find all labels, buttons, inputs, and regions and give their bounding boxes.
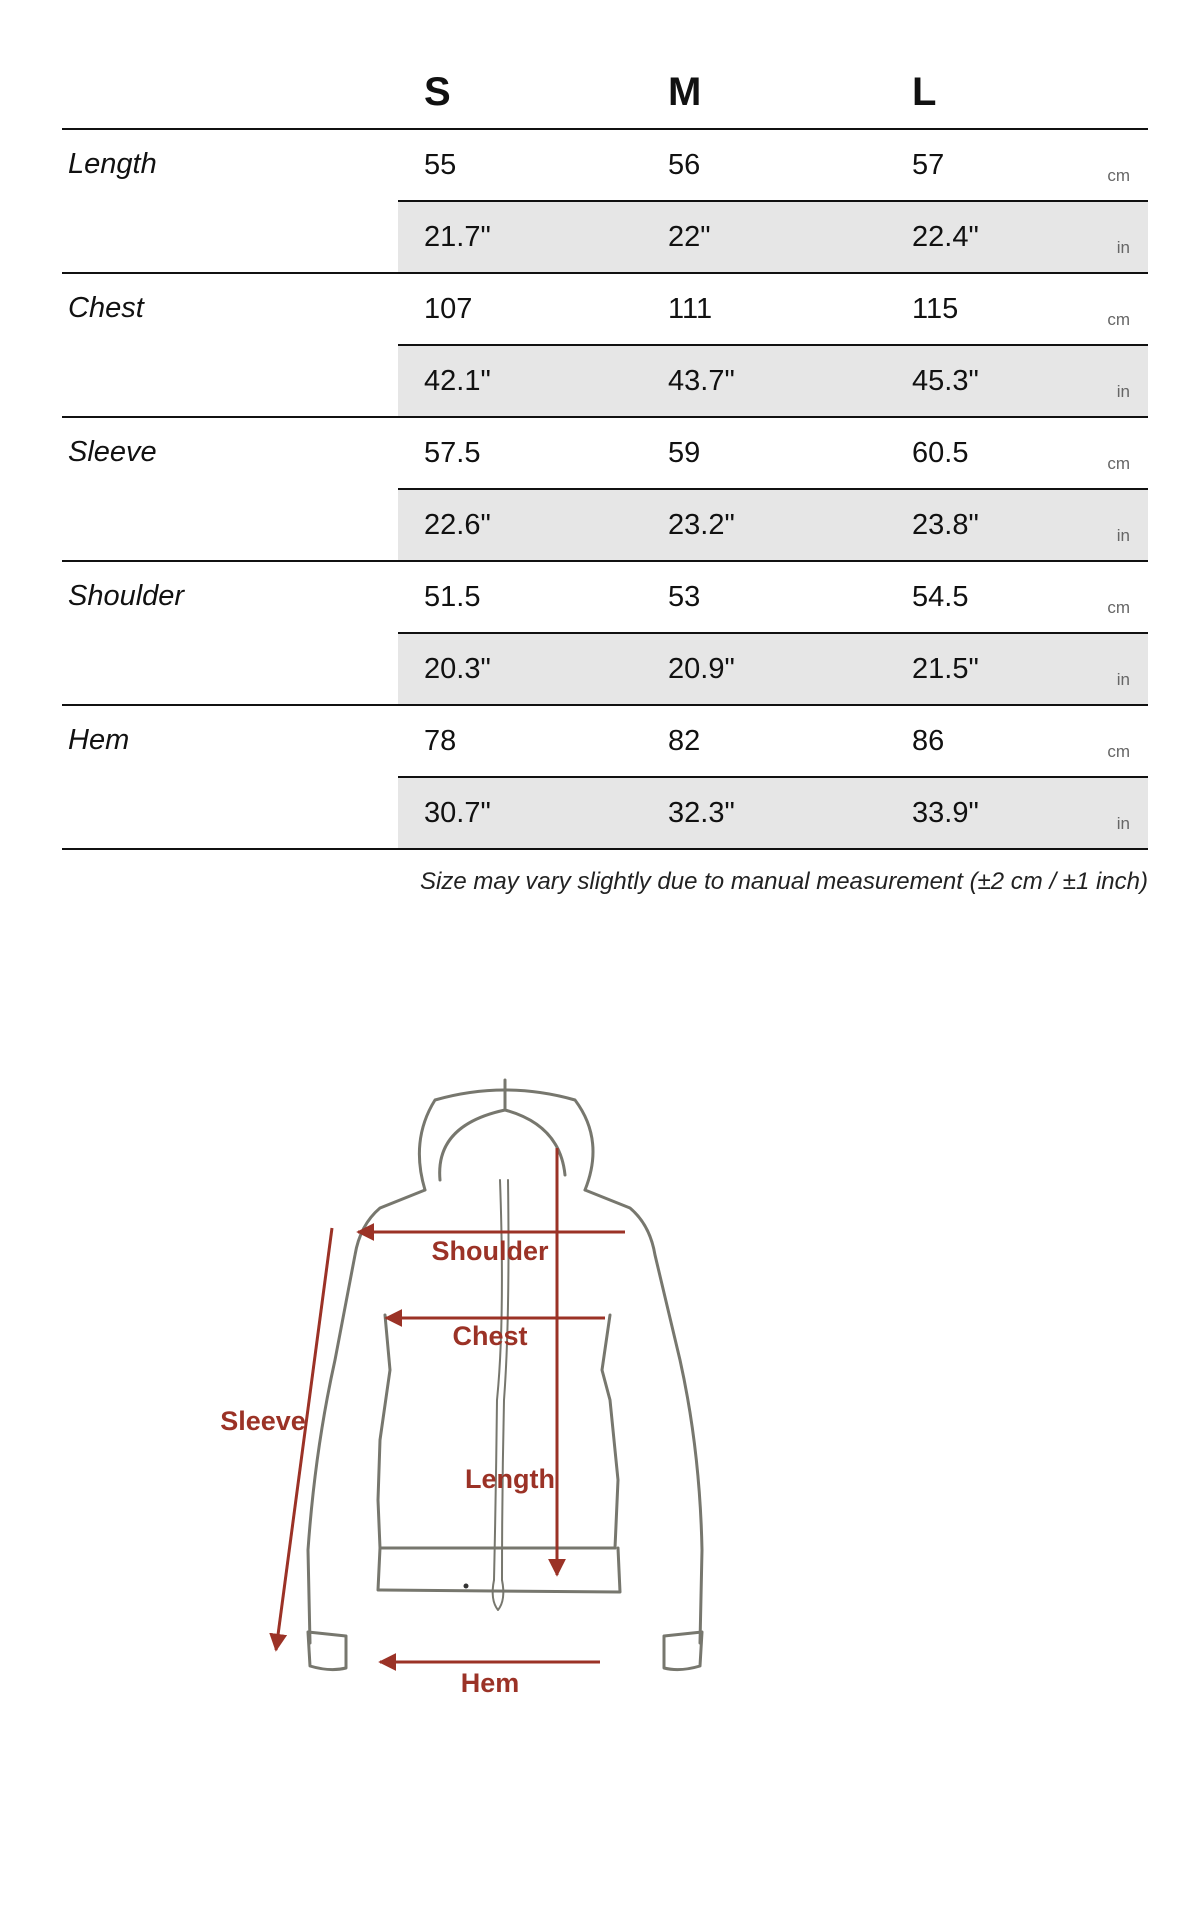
value-in	[398, 345, 642, 417]
value-cm	[398, 705, 642, 777]
value-in	[398, 489, 642, 561]
value-text: 32.3"	[668, 796, 735, 829]
left-cuff	[308, 1632, 346, 1670]
value-text: 23.8"	[912, 508, 979, 541]
value-in	[886, 201, 1148, 273]
value-text: 115	[912, 292, 959, 325]
unit-in: in	[1116, 670, 1130, 689]
unit-in: in	[1116, 238, 1130, 257]
size-chart-table	[62, 56, 1148, 850]
unit-in: in	[1116, 382, 1130, 401]
shoulder-label: Shoulder	[431, 1236, 549, 1266]
value-text: 21.5"	[912, 652, 979, 685]
value-text: 43.7"	[668, 364, 735, 397]
value-cm	[398, 417, 642, 489]
table-row	[62, 129, 1148, 201]
size-header-m: M	[642, 56, 886, 129]
value-cm	[642, 705, 886, 777]
value-text: 56	[668, 148, 701, 181]
measure-label-hem: Hem	[62, 705, 398, 849]
value-text: 23.2"	[668, 508, 735, 541]
value-in	[886, 345, 1148, 417]
measure-label-length: Length	[62, 129, 398, 273]
value-text: 111	[668, 292, 713, 325]
value-cm	[642, 561, 886, 633]
chest-label: Chest	[452, 1321, 528, 1351]
header-empty-cell	[62, 56, 398, 129]
value-cm	[642, 129, 886, 201]
value-in	[642, 777, 886, 849]
value-in	[886, 489, 1148, 561]
unit-in: in	[1116, 526, 1130, 545]
measurement-note: Size may vary slightly due to manual measurement (±2 cm / ±1 inch)	[420, 868, 1148, 895]
value-in	[886, 777, 1148, 849]
zipper-pull	[493, 1580, 504, 1610]
left-side-outline	[308, 1190, 425, 1643]
value-text: 86	[912, 724, 945, 757]
value-text: 78	[424, 724, 457, 757]
unit-cm: cm	[1107, 166, 1130, 185]
table-row	[62, 705, 1148, 777]
table-row	[62, 417, 1148, 489]
value-text: 57	[912, 148, 945, 181]
unit-in: in	[1116, 814, 1130, 833]
value-in	[642, 201, 886, 273]
value-text: 107	[424, 292, 473, 325]
value-cm	[886, 129, 1148, 201]
value-cm	[398, 273, 642, 345]
value-text: 55	[424, 148, 457, 181]
length-label: Length	[465, 1464, 555, 1494]
value-text: 82	[668, 724, 701, 757]
value-text: 60.5	[912, 436, 969, 469]
hoodie-outline	[308, 1080, 702, 1670]
value-text: 53	[668, 580, 701, 613]
value-text: 22.4"	[912, 220, 979, 253]
value-text: 22.6"	[424, 508, 491, 541]
value-cm	[642, 417, 886, 489]
value-text: 30.7"	[424, 796, 491, 829]
right-cuff	[664, 1632, 702, 1670]
value-text: 54.5	[912, 580, 969, 613]
measure-label-chest: Chest	[62, 273, 398, 417]
value-in	[642, 345, 886, 417]
value-cm	[886, 561, 1148, 633]
value-in	[398, 633, 642, 705]
value-cm	[886, 273, 1148, 345]
unit-cm: cm	[1107, 598, 1130, 617]
value-text: 51.5	[424, 580, 481, 613]
table-row	[62, 273, 1148, 345]
value-in	[642, 489, 886, 561]
unit-cm: cm	[1107, 742, 1130, 761]
value-text: 20.9"	[668, 652, 735, 685]
table-row	[62, 561, 1148, 633]
hem-band	[378, 1548, 620, 1592]
value-text: 57.5	[424, 436, 481, 469]
value-text: 21.7"	[424, 220, 491, 253]
size-header-l: L	[886, 56, 1148, 129]
value-in	[886, 633, 1148, 705]
hood-inner-outline	[440, 1110, 565, 1180]
value-text: 22"	[668, 220, 711, 253]
value-cm	[398, 129, 642, 201]
value-text: 20.3"	[424, 652, 491, 685]
unit-cm: cm	[1107, 310, 1130, 329]
value-in	[398, 201, 642, 273]
sleeve-label: Sleeve	[220, 1406, 306, 1436]
value-text: 42.1"	[424, 364, 491, 397]
value-cm	[886, 417, 1148, 489]
value-text: 59	[668, 436, 701, 469]
value-text: 45.3"	[912, 364, 979, 397]
sleeve-arrow	[276, 1228, 332, 1650]
value-cm	[886, 705, 1148, 777]
value-cm	[642, 273, 886, 345]
value-cm	[398, 561, 642, 633]
unit-cm: cm	[1107, 454, 1130, 473]
size-header-s: S	[398, 56, 642, 129]
measure-label-sleeve: Sleeve	[62, 417, 398, 561]
value-in	[642, 633, 886, 705]
size-header-row	[62, 56, 1148, 129]
right-side-outline	[585, 1190, 702, 1643]
hem-dot	[464, 1584, 469, 1589]
measure-label-shoulder: Shoulder	[62, 561, 398, 705]
value-text: 33.9"	[912, 796, 979, 829]
value-in	[398, 777, 642, 849]
hoodie-measurement-diagram	[220, 1070, 880, 1710]
hem-label: Hem	[460, 1668, 520, 1698]
